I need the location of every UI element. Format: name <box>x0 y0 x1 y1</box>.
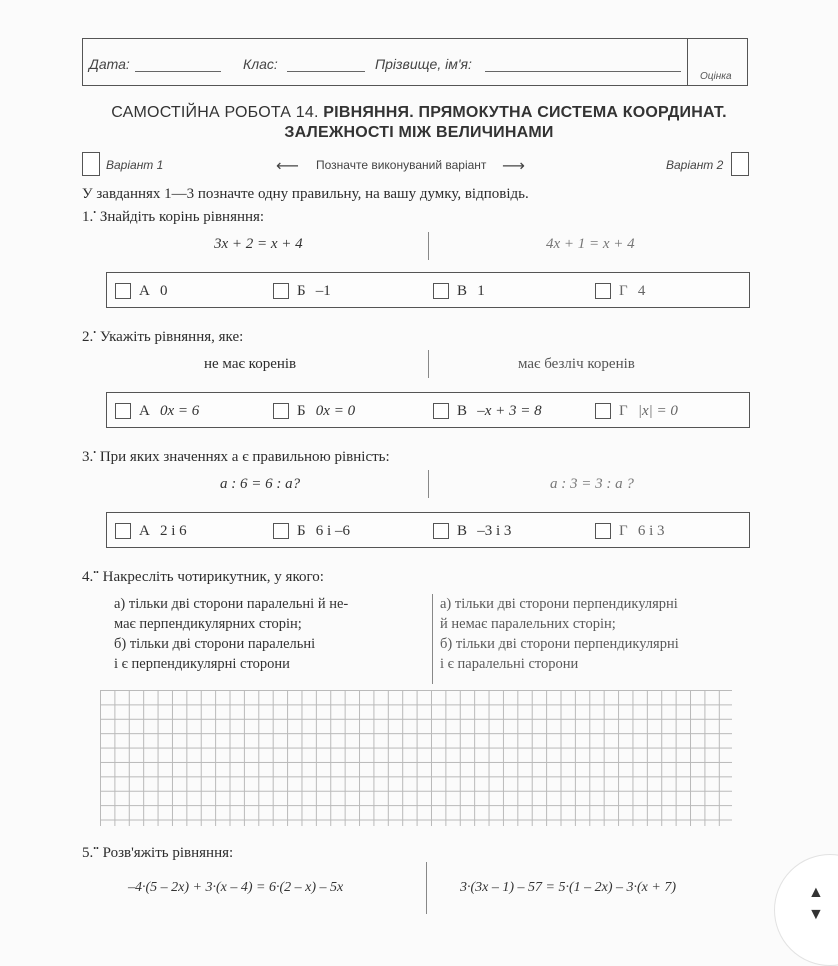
variant2-checkbox[interactable] <box>731 152 749 176</box>
q4-level: •• <box>93 568 99 577</box>
instruction: У завданнях 1—3 позначте одну правильну, на вашу думку, відповідь. <box>82 186 529 202</box>
q5-variant2-equation: 3·(3x – 1) – 57 = 5·(1 – 2x) – 3·(x + 7) <box>460 880 677 895</box>
q2-option-b[interactable] <box>273 402 355 420</box>
q3-divider <box>428 470 429 498</box>
arrow-left-icon: ⟵ <box>276 158 299 175</box>
q2-text: Укажіть рівняння, яке: <box>99 329 244 345</box>
q4-text: Накресліть чотирикутник, у якого: <box>102 569 324 585</box>
scroll-navigator-background <box>774 854 838 966</box>
q4-heading <box>82 568 324 586</box>
checkbox[interactable] <box>433 403 449 419</box>
q2-option-d[interactable] <box>595 402 678 420</box>
q4-variant1-line: має перпендикулярних сторін; <box>114 616 302 632</box>
q4-variant2-line: й немає паралельних сторін; <box>440 616 616 632</box>
q2-variant2-condition: має безліч коренів <box>518 356 635 372</box>
q1-option-c[interactable] <box>433 282 485 300</box>
checkbox[interactable] <box>433 523 449 539</box>
q3-option-b-value: 6 і –6 <box>315 522 350 539</box>
q3-option-c[interactable] <box>433 522 511 540</box>
class-label: Клас: <box>243 56 278 72</box>
q4-variant2-line: а) тільки дві сторони перпендикулярні <box>440 596 678 612</box>
q1-text: Знайдіть корінь рівняння: <box>99 209 265 225</box>
q3-level: • <box>93 448 97 457</box>
q5-number: 5. <box>82 845 94 861</box>
q2-option-b-value: 0x = 0 <box>315 402 356 419</box>
q3-option-d[interactable] <box>595 522 665 540</box>
q3-number: 3. <box>82 449 94 465</box>
q1-divider <box>428 232 429 260</box>
variant-hint: Позначте виконуваний варіант <box>316 158 487 172</box>
q2-option-c-letter: В <box>457 402 468 419</box>
q1-heading <box>82 208 264 226</box>
q4-number: 4. <box>82 569 94 585</box>
q2-number: 2. <box>82 329 94 345</box>
title-topic: РІВНЯННЯ. ПРЯМОКУТНА СИСТЕМА КООРДИНАТ. <box>323 104 727 121</box>
q4-variant2-line: і є паралельні сторони <box>440 656 579 672</box>
q2-option-a-letter: А <box>139 402 150 419</box>
q1-level: • <box>93 208 97 217</box>
scroll-navigator <box>768 850 838 940</box>
variant1-label: Варіант 1 <box>106 158 164 172</box>
q1-number: 1. <box>82 209 94 225</box>
checkbox[interactable] <box>273 523 289 539</box>
grade-cell[interactable] <box>687 39 747 85</box>
q2-option-b-letter: Б <box>297 402 306 419</box>
grade-label: Оцінка <box>700 71 732 82</box>
header-form <box>82 38 748 86</box>
q2-option-d-value: |x| = 0 <box>637 402 678 419</box>
page-subtitle <box>0 124 838 142</box>
q4-variant2-line: б) тільки дві сторони перпендикулярні <box>440 636 679 652</box>
date-label: Дата: <box>89 56 130 72</box>
q3-heading <box>82 448 390 466</box>
q1-option-d-letter: Г <box>619 282 628 299</box>
q2-option-a[interactable] <box>115 402 199 420</box>
name-label: Прізвище, ім'я: <box>375 56 472 72</box>
q5-variant1-equation: –4·(5 – 2x) + 3·(x – 4) = 6·(2 – x) – 5x <box>128 880 344 895</box>
q1-option-b-letter: Б <box>297 282 306 299</box>
title-topic-line2: ЗАЛЕЖНОСТІ МІЖ ВЕЛИЧИНАМИ <box>284 124 554 141</box>
q4-variant1-line: і є перпендикулярні сторони <box>114 656 290 672</box>
q1-answers <box>106 272 750 308</box>
checkbox[interactable] <box>595 523 611 539</box>
q1-option-c-value: 1 <box>477 282 485 299</box>
q3-option-d-value: 6 і 3 <box>637 522 665 539</box>
date-field[interactable] <box>135 57 221 72</box>
q4-variant1-line: а) тільки дві сторони паралельні й не- <box>114 596 349 612</box>
q1-option-d[interactable] <box>595 282 645 300</box>
q1-option-d-value: 4 <box>637 282 646 299</box>
q3-option-a[interactable] <box>115 522 187 540</box>
q3-option-c-letter: В <box>457 522 468 539</box>
q1-option-b[interactable] <box>273 282 331 300</box>
checkbox[interactable] <box>115 283 131 299</box>
q1-variant1-equation: 3x + 2 = x + 4 <box>214 236 303 252</box>
drawing-grid[interactable] <box>100 690 732 826</box>
q3-option-a-value: 2 і 6 <box>160 522 187 539</box>
q1-option-b-value: –1 <box>315 282 331 299</box>
scroll-up-icon[interactable]: ▲ <box>808 884 824 901</box>
checkbox[interactable] <box>115 523 131 539</box>
page-title <box>0 104 838 122</box>
q3-text: При яких значеннях a є правильною рівність: <box>99 449 390 465</box>
q5-text: Розв'яжіть рівняння: <box>102 845 234 861</box>
q2-option-a-value: 0x = 6 <box>160 402 200 419</box>
q3-option-a-letter: А <box>139 522 150 539</box>
checkbox[interactable] <box>273 403 289 419</box>
class-field[interactable] <box>287 57 365 72</box>
title-prefix: САМОСТІЙНА РОБОТА 14. <box>111 104 324 121</box>
q3-variant1-equation: a : 6 = 6 : a? <box>220 476 301 492</box>
q4-variant1-line: б) тільки дві сторони паралельні <box>114 636 316 652</box>
q1-option-a-letter: А <box>139 282 150 299</box>
q1-option-c-letter: В <box>457 282 468 299</box>
q3-option-c-value: –3 і 3 <box>477 522 512 539</box>
checkbox[interactable] <box>115 403 131 419</box>
q5-heading <box>82 844 233 862</box>
q1-option-a-value: 0 <box>160 282 168 299</box>
q2-level: • <box>93 328 97 337</box>
q2-heading <box>82 328 243 346</box>
q5-level: •• <box>93 844 99 853</box>
variant1-checkbox[interactable] <box>82 152 100 176</box>
q3-option-b-letter: Б <box>297 522 306 539</box>
q4-divider <box>432 594 433 684</box>
arrow-right-icon: ⟶ <box>502 158 525 175</box>
q2-divider <box>428 350 429 378</box>
q2-variant1-condition: не має коренів <box>204 356 297 372</box>
q5-divider <box>426 862 427 914</box>
q2-option-c[interactable] <box>433 402 542 420</box>
q3-option-d-letter: Г <box>619 522 628 539</box>
q1-variant2-equation: 4x + 1 = x + 4 <box>546 236 635 252</box>
q2-option-c-value: –x + 3 = 8 <box>477 402 542 419</box>
checkbox[interactable] <box>595 283 611 299</box>
q4-variant2-conditions <box>440 594 679 674</box>
checkbox[interactable] <box>595 403 611 419</box>
q3-answers <box>106 512 750 548</box>
q3-option-b[interactable] <box>273 522 350 540</box>
q2-answers <box>106 392 750 428</box>
q2-option-d-letter: Г <box>619 402 628 419</box>
q4-variant1-conditions <box>114 594 348 674</box>
checkbox[interactable] <box>433 283 449 299</box>
name-field[interactable] <box>485 57 681 72</box>
scroll-down-icon[interactable]: ▼ <box>808 906 824 923</box>
q3-variant2-equation: a : 3 = 3 : a ? <box>550 476 634 492</box>
checkbox[interactable] <box>273 283 289 299</box>
variant2-label: Варіант 2 <box>666 158 724 172</box>
q1-option-a[interactable] <box>115 282 168 300</box>
